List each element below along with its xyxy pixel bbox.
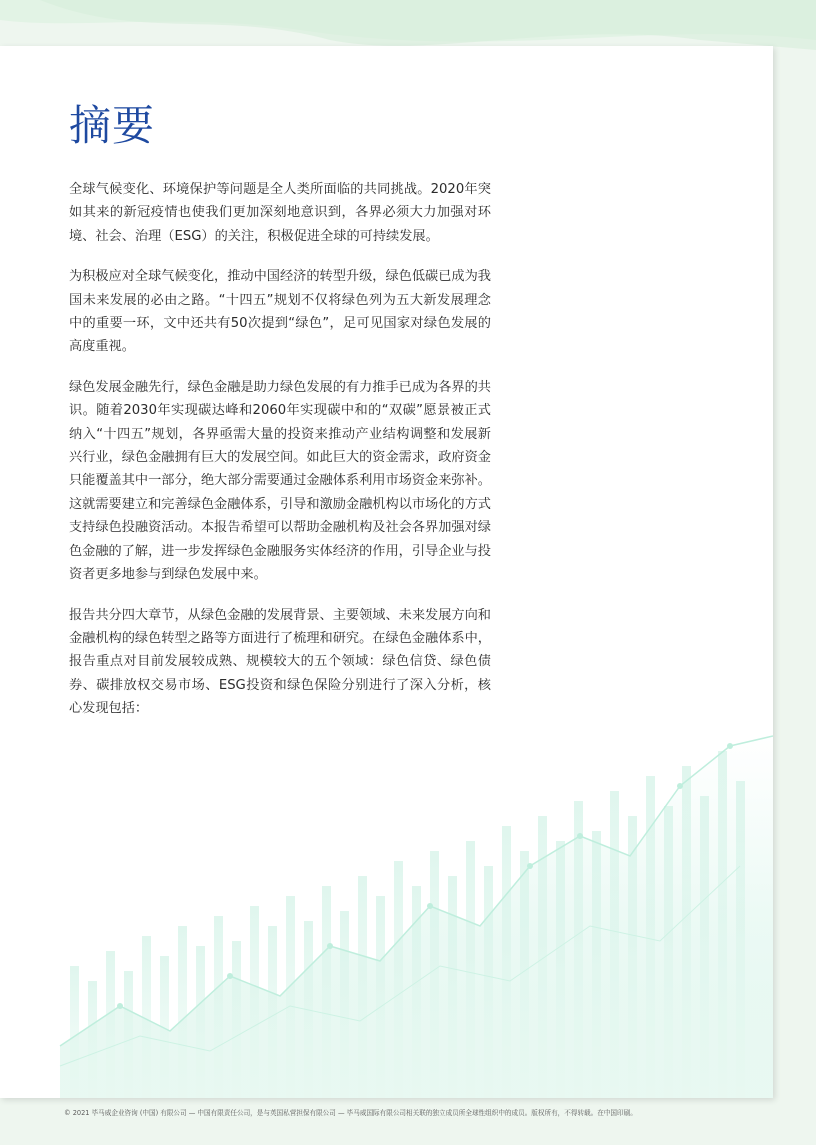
report-page [0,46,773,1098]
paragraph: 报告共分四大章节，从绿色金融的发展背景、主要领域、未来发展方向和金融机构的绿色转型之路等方面进行了梳理和研究。在绿色金融体系中，报告重点对目前发展较成熟、规模较大的五个领域：绿色信贷、绿色债券、碳排放权交易市场、ESG投资和绿色保险分别进行了深入分析，核心发现包括： [69,607,491,717]
paragraph: 全球气候变化、环境保护等问题是全人类所面临的共同挑战。2020年突如其来的新冠疫情也使我们更加深刻地意识到，各界必须大力加强对环境、社会、治理（ESG）的关注，积极促进全球的可持续发展。 [69,182,491,244]
page-title: 摘要 [69,101,156,150]
copyright-footer: © 2021 毕马威企业咨询 (中国) 有限公司 — 中国有限责任公司，是与英国私营担保有限公司 — 毕马威国际有限公司相关联的独立成员所全球性组织中的成员。版权所有，不得转载。在中国印刷。 [64,1109,637,1117]
abstract-body [69,178,491,738]
paragraph: 绿色发展金融先行，绿色金融是助力绿色发展的有力推手已成为各界的共识。随着2030年实现碳达峰和2060年实现碳中和的“双碳”愿景被正式纳入“十四五”规划，各界亟需大量的投资来推动产业结构调整和发展新兴行业，绿色金融拥有巨大的发展空间。如此巨大的资金需求，政府资金只能覆盖其中一部分，绝大部分需要通过金融体系利用市场资金来弥补。这就需要建立和完善绿色金融体系，引导和激励金融机构以市场化的方式支持绿色投融资活动。本报告希望可以帮助金融机构及社会各界加强对绿色金融的了解，进一步发挥绿色金融服务实体经济的作用，引导企业与投资者更多地参与到绿色发展中来。 [69,379,491,583]
paragraph: 为积极应对全球气候变化，推动中国经济的转型升级，绿色低碳已成为我国未来发展的必由之路。“十四五”规划不仅将绿色列为五大新发展理念中的重要一环，文中还共有50次提到“绿色”，足可见国家对绿色发展的高度重视。 [69,269,491,355]
